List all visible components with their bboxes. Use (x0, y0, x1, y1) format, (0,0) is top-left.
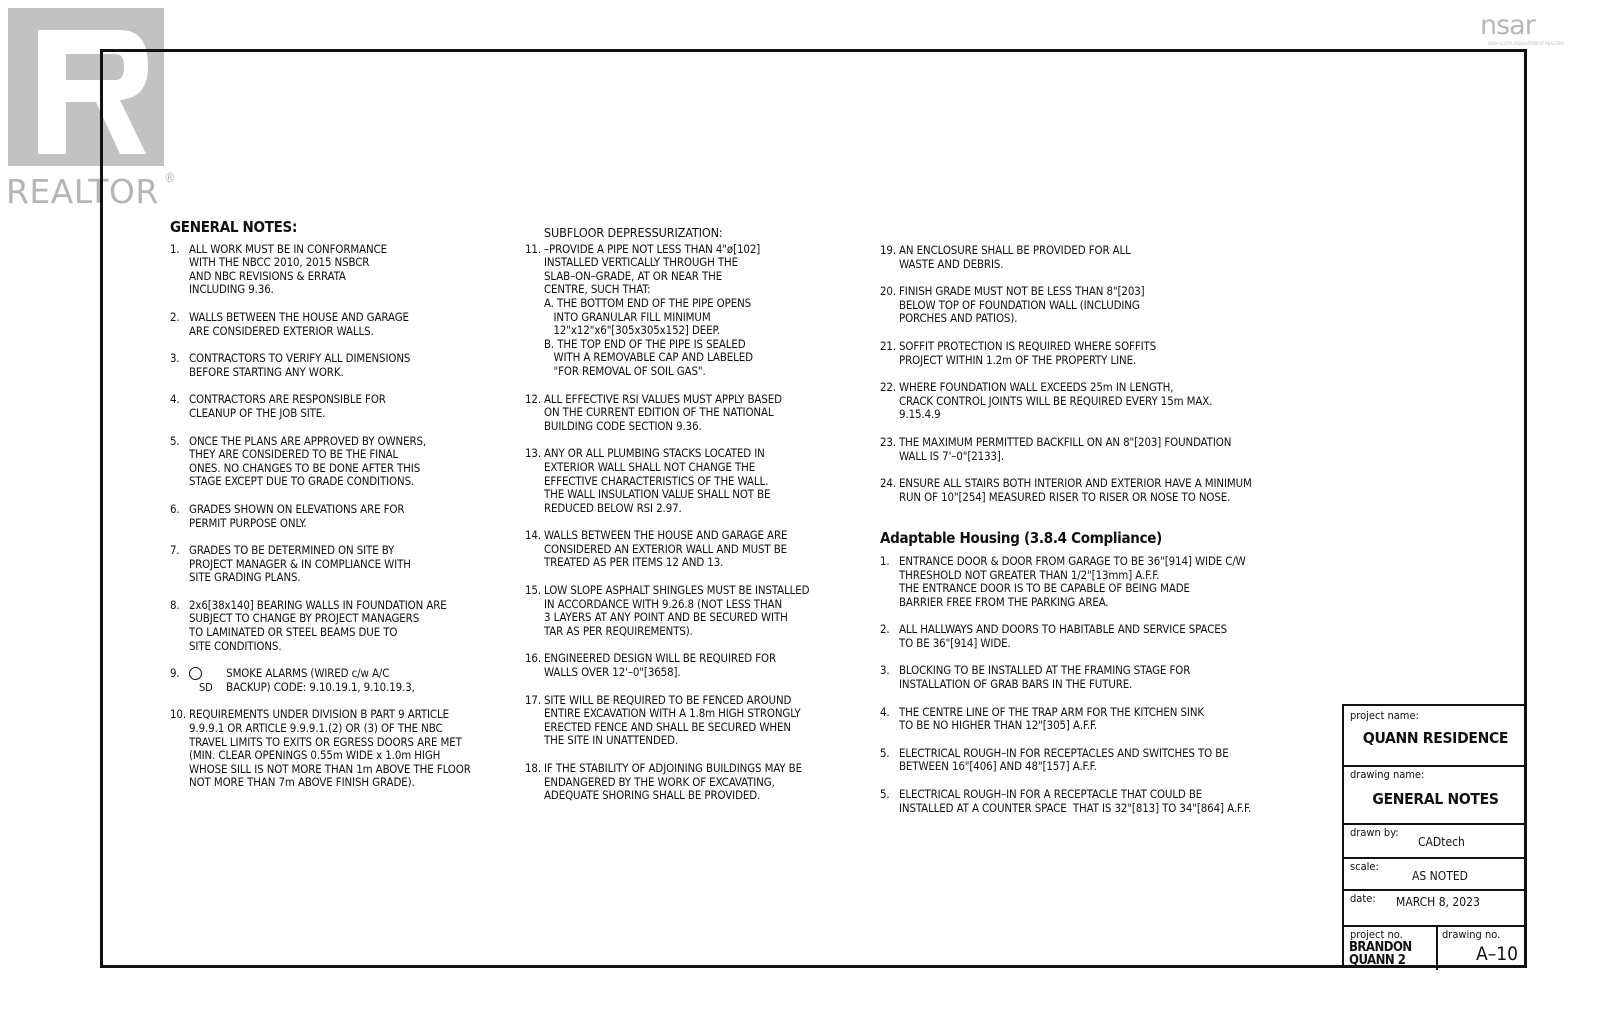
adaptable-housing-heading: Adaptable Housing (3.8.4 Compliance) (880, 529, 1163, 548)
note-number: 6. (170, 501, 180, 516)
note-3 (880, 340, 1280, 367)
note-line: ENSURE ALL STAIRS BOTH INTERIOR AND EXTERIOR HAVE A MINIMUM (899, 476, 1252, 491)
drawing-name-cell (1344, 765, 1527, 825)
subfloor-note-6 (525, 694, 835, 748)
note-line: WITH THE NBCC 2010, 2015 NSBCR (189, 255, 370, 270)
note-line: ENGINEERED DESIGN WILL BE REQUIRED FOR (544, 651, 776, 666)
note-text (544, 694, 835, 748)
scale-value: AS NOTED (1412, 869, 1468, 883)
note-number: 11. (525, 241, 541, 256)
note-line: ON THE CURRENT EDITION OF THE NATIONAL (544, 405, 774, 420)
note-line: TO LAMINATED OR STEEL BEAMS DUE TO (189, 625, 398, 640)
notes-column-3 (880, 244, 1280, 829)
note-line: CLEANUP OF THE JOB SITE. (189, 405, 326, 420)
note-number: 7. (170, 543, 180, 558)
note-number: 17. (525, 692, 541, 707)
note-text (189, 243, 500, 297)
note-line: LOW SLOPE ASPHALT SHINGLES MUST BE INSTALLED (544, 583, 810, 598)
note-line: SLAB–ON–GRADE, AT OR NEAR THE (544, 268, 723, 283)
note-line: WALLS BETWEEN THE HOUSE AND GARAGE ARE (544, 528, 788, 543)
subfloor-heading: SUBFLOOR DEPRESSURIZATION: (544, 225, 723, 240)
note-text (189, 708, 500, 790)
adaptable-note-5 (880, 747, 1280, 774)
note-item-10 (170, 708, 500, 790)
note-line: WALLS BETWEEN THE HOUSE AND GARAGE (189, 309, 409, 324)
note-line: ENDANGERED BY THE WORK OF EXCAVATING, (544, 774, 775, 789)
note-number: 13. (525, 446, 541, 461)
note-line: ONCE THE PLANS ARE APPROVED BY OWNERS, (189, 433, 427, 448)
note-line: TO BE NO HIGHER THAN 12"[305] A.F.F. (899, 718, 1098, 733)
note-text (899, 788, 1280, 815)
note-number: 1. (880, 553, 890, 568)
note-number: 10. (170, 707, 186, 722)
note-line: BACKUP) CODE: 9.10.19.1, 9.10.19.3, (226, 679, 415, 694)
note-line: WALLS OVER 12'–0"[3658]. (544, 665, 681, 680)
note-line: EXTERIOR WALL SHALL NOT CHANGE THE (544, 459, 756, 474)
note-text (189, 503, 500, 530)
note-line: IN ACCORDANCE WITH 9.26.8 (NOT LESS THAN (544, 596, 783, 611)
scale-label: scale: (1350, 860, 1379, 873)
date-cell (1344, 889, 1527, 927)
adaptable-note-1 (880, 555, 1280, 609)
numbers-cell (1344, 925, 1527, 970)
drawn-by-cell (1344, 823, 1527, 859)
note-line: NOT MORE THAN 7m ABOVE FINISH GRADE). (189, 775, 415, 790)
note-text (899, 747, 1280, 774)
note-line: B. THE TOP END OF THE PIPE IS SEALED (544, 336, 746, 351)
general-note-1 (170, 243, 500, 297)
note-line: ALL HALLWAYS AND DOORS TO HABITABLE AND SERVICE SPACES (899, 622, 1228, 637)
title-block (1342, 704, 1527, 968)
note-text (544, 652, 835, 679)
adaptable-note-3 (880, 664, 1280, 691)
smoke-detector-icon (189, 667, 202, 680)
note-6 (880, 477, 1280, 504)
note-text (899, 436, 1280, 463)
note-line: ADEQUATE SHORING SHALL BE PROVIDED. (544, 788, 761, 803)
adaptable-note-2 (880, 623, 1280, 650)
note-line: ENTIRE EXCAVATION WITH A 1.8m HIGH STRONGLY (544, 706, 801, 721)
note-line: SITE CONDITIONS. (189, 638, 282, 653)
note-number: 23. (880, 434, 896, 449)
subfloor-note-2 (525, 447, 835, 515)
note-number: 1. (170, 241, 180, 256)
note-number: 19. (880, 243, 896, 257)
note-text (899, 285, 1280, 326)
note-item-9 (170, 667, 500, 694)
note-line: A. THE BOTTOM END OF THE PIPE OPENS (544, 295, 752, 310)
project-name: QUANN RESIDENCE (1362, 729, 1509, 747)
note-line: INSTALLED AT A COUNTER SPACE THAT IS 32"[813] TO 34"[864] A.F.F. (899, 800, 1252, 815)
note-text (899, 381, 1280, 422)
note-line: ALL EFFECTIVE RSI VALUES MUST APPLY BASED (544, 391, 782, 406)
drawn-by: CADtech (1418, 835, 1465, 849)
note-line: AN ENCLOSURE SHALL BE PROVIDED FOR ALL (899, 243, 1131, 257)
smoke-detector-label: SD (199, 680, 213, 694)
note-line: ERECTED FENCE AND SHALL BE SECURED WHEN (544, 719, 791, 734)
subfloor-note-5 (525, 652, 835, 679)
note-text (899, 664, 1280, 691)
note-line: "FOR REMOVAL OF SOIL GAS". (544, 363, 706, 378)
note-line: THE WALL INSULATION VALUE SHALL NOT BE (544, 487, 771, 502)
note-line: PERMIT PURPOSE ONLY. (189, 515, 307, 530)
note-line: WHERE FOUNDATION WALL EXCEEDS 25m IN LENGTH, (899, 380, 1174, 395)
note-line: 2x6[38x140] BEARING WALLS IN FOUNDATION ARE (189, 597, 447, 612)
note-line: CRACK CONTROL JOINTS WILL BE REQUIRED EVERY 15m MAX. (899, 393, 1213, 408)
general-note-6 (170, 503, 500, 530)
note-number: 21. (880, 338, 896, 353)
general-note-8 (170, 599, 500, 653)
adaptable-note-4 (880, 706, 1280, 733)
note-line: BEFORE STARTING ANY WORK. (189, 364, 344, 379)
subfloor-note-7 (525, 762, 835, 803)
note-text (899, 623, 1280, 650)
note-number: 2. (170, 309, 180, 324)
note-text (899, 555, 1280, 609)
note-line: THEY ARE CONSIDERED TO BE THE FINAL (189, 447, 399, 462)
note-5 (880, 436, 1280, 463)
note-line: WASTE AND DEBRIS. (899, 256, 1004, 271)
note-number: 4. (170, 392, 180, 407)
note-line: 12"x12"x6"[305x305x152] DEEP. (544, 323, 720, 338)
project-no-label: project no. (1350, 928, 1403, 941)
note-text (544, 529, 835, 570)
note-text (189, 393, 500, 420)
note-line: WHOSE SILL IS NOT MORE THAN 1m ABOVE THE FLOOR (189, 761, 471, 776)
note-line: CONSIDERED AN EXTERIOR WALL AND MUST BE (544, 541, 788, 556)
note-text (544, 584, 835, 638)
general-notes-column (170, 218, 500, 804)
note-line: BARRIER FREE FROM THE PARKING AREA. (899, 594, 1109, 609)
subfloor-note-3 (525, 529, 835, 570)
note-number: 18. (525, 761, 541, 775)
note-line: ONES. NO CHANGES TO BE DONE AFTER THIS (189, 460, 421, 475)
note-line: INCLUDING 9.36. (189, 282, 274, 297)
note-text (544, 447, 835, 515)
note-line: AND NBC REVISIONS & ERRATA (189, 268, 346, 283)
note-line: THRESHOLD NOT GREATER THAN 1/2"[13mm] A.F.F. (899, 567, 1160, 582)
general-note-2 (170, 311, 500, 338)
note-line: PROJECT MANAGER & IN COMPLIANCE WITH (189, 556, 411, 571)
note-text (899, 244, 1280, 271)
note-line: CONTRACTORS ARE RESPONSIBLE FOR (189, 392, 386, 407)
subfloor-column (525, 226, 835, 817)
note-line: GRADES SHOWN ON ELEVATIONS ARE FOR (189, 501, 405, 516)
note-line: 9.15.4.9 (899, 407, 941, 422)
project-no-line-1: BRANDON (1349, 940, 1412, 955)
project-no (1349, 941, 1412, 967)
project-no-line-2: QUANN 2 (1349, 953, 1406, 968)
note-text (189, 435, 500, 489)
note-line: STAGE EXCEPT DUE TO GRADE CONDITIONS. (189, 474, 415, 489)
realtor-wordmark: REALTOR (6, 172, 159, 211)
note-line: SUBJECT TO CHANGE BY PROJECT MANAGERS (189, 611, 420, 626)
note-text (544, 762, 835, 803)
project-name-label: project name: (1350, 709, 1419, 722)
note-number: 22. (880, 380, 896, 395)
note-line: SOFFIT PROTECTION IS REQUIRED WHERE SOFFITS (899, 338, 1157, 353)
note-text (189, 544, 500, 585)
note-line: EFFECTIVE CHARACTERISTICS OF THE WALL. (544, 473, 769, 488)
drawn-by-label: drawn by: (1350, 826, 1399, 839)
note-1 (880, 244, 1280, 271)
note-line: INTO GRANULAR FILL MINIMUM (544, 309, 711, 324)
note-line: FINISH GRADE MUST NOT BE LESS THAN 8"[203] (899, 284, 1145, 299)
note-line: GRADES TO BE DETERMINED ON SITE BY (189, 543, 395, 558)
note-number: 3. (880, 663, 890, 678)
note-line: –PROVIDE A PIPE NOT LESS THAN 4"ø[102] (544, 241, 761, 256)
note-number: 16. (525, 651, 541, 666)
note-line: THE ENTRANCE DOOR IS TO BE CAPABLE OF BEING MADE (899, 581, 1190, 596)
note-number: 2. (880, 622, 890, 637)
note-number: 24. (880, 476, 896, 491)
nsar-logo (1480, 8, 1562, 48)
drawing-name: GENERAL NOTES (1372, 790, 1499, 808)
title-block-divider (1436, 925, 1438, 970)
note-number: 8. (170, 597, 180, 612)
drawing-no-label: drawing no. (1442, 928, 1501, 941)
note-line: PROJECT WITHIN 1.2m OF THE PROPERTY LINE. (899, 352, 1137, 367)
note-line: RUN OF 10"[254] MEASURED RISER TO RISER OR NOSE TO NOSE. (899, 489, 1231, 504)
note-line: BELOW TOP OF FOUNDATION WALL (INCLUDING (899, 297, 1140, 312)
note-line: ELECTRICAL ROUGH–IN FOR RECEPTACLES AND SWITCHES TO BE (899, 745, 1229, 760)
registered-mark: ® (164, 171, 176, 186)
note-number: 20. (880, 284, 896, 299)
drawing-no: A–10 (1476, 943, 1518, 965)
general-note-4 (170, 393, 500, 420)
note-number: 14. (525, 528, 541, 543)
note-text (189, 311, 500, 338)
note-line: REQUIREMENTS UNDER DIVISION B PART 9 ARTICLE (189, 707, 449, 722)
note-line: ALL WORK MUST BE IN CONFORMANCE (189, 241, 388, 256)
note-line: ELECTRICAL ROUGH–IN FOR A RECEPTACLE THAT COULD BE (899, 787, 1203, 802)
note-item-11 (525, 243, 835, 379)
scale-cell (1344, 857, 1527, 891)
note-line: BETWEEN 16"[406] AND 48"[157] A.F.F. (899, 759, 1097, 774)
general-note-7 (170, 544, 500, 585)
note-number: 15. (525, 583, 541, 598)
note-line: TAR AS PER REQUIREMENTS). (544, 623, 693, 638)
note-line: ANY OR ALL PLUMBING STACKS LOCATED IN (544, 446, 765, 461)
note-line: 9.9.9.1 OR ARTICLE 9.9.9.1.(2) OR (3) OF THE NBC (189, 721, 443, 736)
note-number: 5. (170, 433, 180, 448)
subfloor-note-4 (525, 584, 835, 638)
date-value: MARCH 8, 2023 (1396, 895, 1480, 909)
note-line: TO BE 36"[914] WIDE. (899, 635, 1011, 650)
note-line: TREATED AS PER ITEMS 12 AND 13. (544, 555, 724, 570)
note-line: TRAVEL LIMITS TO EXITS OR EGRESS DOORS ARE MET (189, 734, 462, 749)
smoke-detector-symbol (189, 667, 223, 694)
project-name-cell (1344, 706, 1527, 767)
note-line: ARE CONSIDERED EXTERIOR WALLS. (189, 323, 374, 338)
drawing-name-label: drawing name: (1350, 768, 1425, 781)
adaptable-note-6 (880, 788, 1280, 815)
note-line: ENTRANCE DOOR & DOOR FROM GARAGE TO BE 36"[914] WIDE C/W (899, 553, 1246, 568)
note-text (899, 477, 1280, 504)
nsar-subtext: NOVA SCOTIA ASSOCIATION OF REALTORS (1488, 41, 1564, 46)
note-number: 5. (880, 745, 890, 760)
note-text (899, 340, 1280, 367)
note-line: BUILDING CODE SECTION 9.36. (544, 418, 702, 433)
note-number: 5. (880, 787, 890, 802)
note-line: PORCHES AND PATIOS). (899, 311, 1018, 326)
note-line: WITH A REMOVABLE CAP AND LABELED (544, 350, 753, 365)
note-line: BLOCKING TO BE INSTALLED AT THE FRAMING STAGE FOR (899, 663, 1191, 678)
note-line: THE CENTRE LINE OF THE TRAP ARM FOR THE KITCHEN SINK (899, 704, 1205, 719)
note-text (189, 352, 500, 379)
general-notes-heading: GENERAL NOTES: (170, 218, 298, 236)
note-text (189, 599, 500, 653)
note-line: 3 LAYERS AT ANY POINT AND BE SECURED WITH (544, 610, 788, 625)
note-number: 3. (170, 351, 180, 366)
note-text (544, 243, 835, 379)
note-line: CONTRACTORS TO VERIFY ALL DIMENSIONS (189, 351, 411, 366)
note-line: (MIN. CLEAR OPENINGS 0.55m WIDE x 1.0m HIGH (189, 748, 441, 763)
note-text (899, 706, 1280, 733)
general-note-3 (170, 352, 500, 379)
note-line: INSTALLATION OF GRAB BARS IN THE FUTURE. (899, 677, 1133, 692)
note-line: REDUCED BELOW RSI 2.97. (544, 500, 682, 515)
note-line: SMOKE ALARMS (WIRED c/w A/C (226, 666, 390, 681)
note-line: CENTRE, SUCH THAT: (544, 282, 651, 297)
note-line: INSTALLED VERTICALLY THROUGH THE (544, 255, 739, 270)
note-line: SITE WILL BE REQUIRED TO BE FENCED AROUND (544, 692, 792, 707)
note-line: THE MAXIMUM PERMITTED BACKFILL ON AN 8"[203] FOUNDATION (899, 434, 1232, 449)
note-line: THE SITE IN UNATTENDED. (544, 733, 679, 748)
note-2 (880, 285, 1280, 326)
note-line: SITE GRADING PLANS. (189, 570, 301, 585)
general-note-5 (170, 435, 500, 489)
date-label: date: (1350, 892, 1376, 905)
note-number: 12. (525, 391, 541, 406)
subfloor-note-1 (525, 393, 835, 434)
note-number: 4. (880, 704, 890, 719)
note-4 (880, 381, 1280, 422)
note-line: IF THE STABILITY OF ADJOINING BUILDINGS MAY BE (544, 761, 802, 775)
note-text (544, 393, 835, 434)
note-number: 9. (170, 666, 180, 681)
note-line: WALL IS 7'–0"[2133]. (899, 448, 1004, 463)
nsar-wordmark: nsar (1480, 10, 1535, 41)
